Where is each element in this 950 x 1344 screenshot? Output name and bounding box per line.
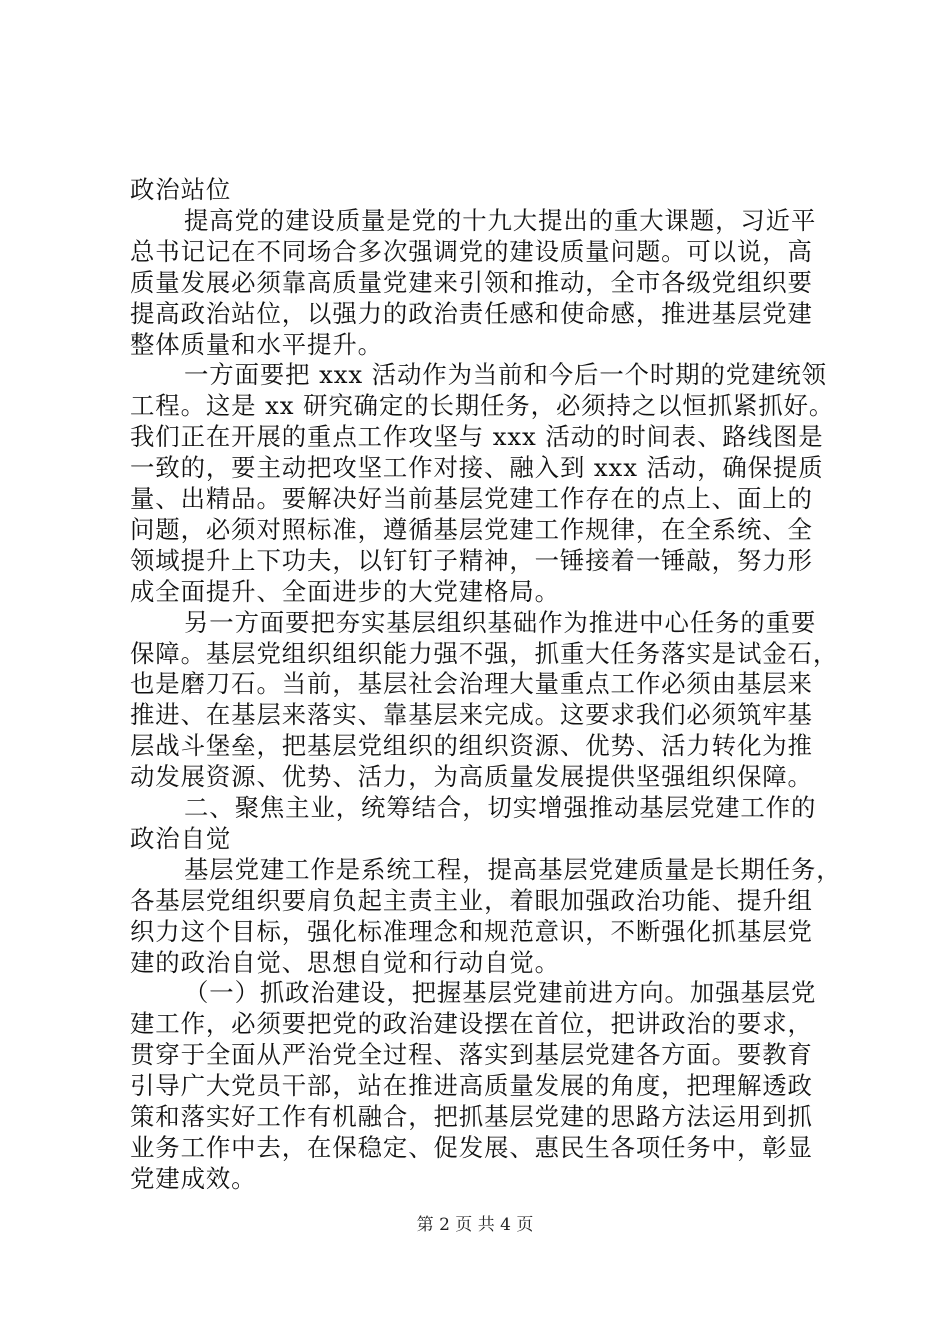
text-line: 一致的，要主动把攻坚工作对接、融入到 xxx 活动，确保提质 [130,453,824,483]
text-line: （一）抓政治建设，把握基层党建前进方向。加强基层党 [184,978,817,1008]
text-line: 一方面要把 xxx 活动作为当前和今后一个时期的党建统领 [184,360,827,390]
text-line: 党建成效。 [130,1163,257,1193]
section-heading: 二、聚焦主业，统筹结合，切实增强推动基层党建工作的 [184,793,817,822]
text-line: 各基层党组织要肩负起主责主业，着眼加强政治功能、提升组 [130,885,813,915]
text-line: 质量发展必须靠高质量党建来引领和推动，全市各级党组织要 [130,267,813,297]
text-line: 业务工作中去，在保稳定、促发展、惠民生各项任务中，彰显 [130,1132,813,1162]
text-line: 量、出精品。要解决好当前基层党建工作存在的点上、面上的 [130,484,813,513]
text-line: 保障。基层党组织组织能力强不强，抓重大任务落实是试金石， [130,638,839,668]
page-number: 第 2 页 共 4 页 [416,1215,534,1235]
text-line: 提高政治站位，以强力的政治责任感和使命感，推进基层党建 [130,298,813,328]
text-line: 提高党的建设质量是党的十九大提出的重大课题，习近平 [184,205,817,235]
text-line: 我们正在开展的重点工作攻坚与 xxx 活动的时间表、路线图是 [130,422,824,452]
text-line: 贯穿于全面从严治党全过程、落实到基层党建各方面。要教育 [130,1040,813,1070]
text-line: 也是磨刀石。当前，基层社会治理大量重点工作必须由基层来 [130,669,813,699]
text-line: 另一方面要把夯实基层组织基础作为推进中心任务的重要 [184,607,817,637]
text-line: 基层党建工作是系统工程，提高基层党建质量是长期任务， [184,854,842,884]
text-line: 建工作，必须要把党的政治建设摆在首位，把讲政治的要求， [130,1009,813,1039]
text-line: 层战斗堡垒，把基层党组织的组织资源、优势、活力转化为推 [130,731,813,761]
text-line: 问题，必须对照标准，遵循基层党建工作规律，在全系统、全 [130,514,813,544]
text-line: 工程。这是 xx 研究确定的长期任务，必须持之以恒抓紧抓好。 [130,391,835,421]
text-line: 总书记记在不同场合多次强调党的建设质量问题。可以说，高 [130,236,813,266]
text-line: 引导广大党员干部，站在推进高质量发展的角度，把理解透政 [130,1071,813,1101]
text-line: 建的政治自觉、思想自觉和行动自觉。 [130,947,560,977]
text-line: 推进、在基层来落实、靠基层来完成。这要求我们必须筑牢基 [130,700,813,730]
text-line: 织力这个目标，强化标准理念和规范意识，不断强化抓基层党 [130,916,813,946]
text-line: 成全面提升、全面进步的大党建格局。 [130,576,560,606]
section-heading: 政治自觉 [130,823,232,853]
text-line: 策和落实好工作有机融合，把抓基层党建的思路方法运用到抓 [130,1102,813,1131]
text-line: 整体质量和水平提升。 [130,329,383,359]
text-line: 领域提升上下功夫，以钉钉子精神，一锤接着一锤敲，努力形 [130,545,813,575]
text-line: 动发展资源、优势、活力，为高质量发展提供坚强组织保障。 [130,762,813,792]
text-line: 政治站位 [130,175,232,204]
